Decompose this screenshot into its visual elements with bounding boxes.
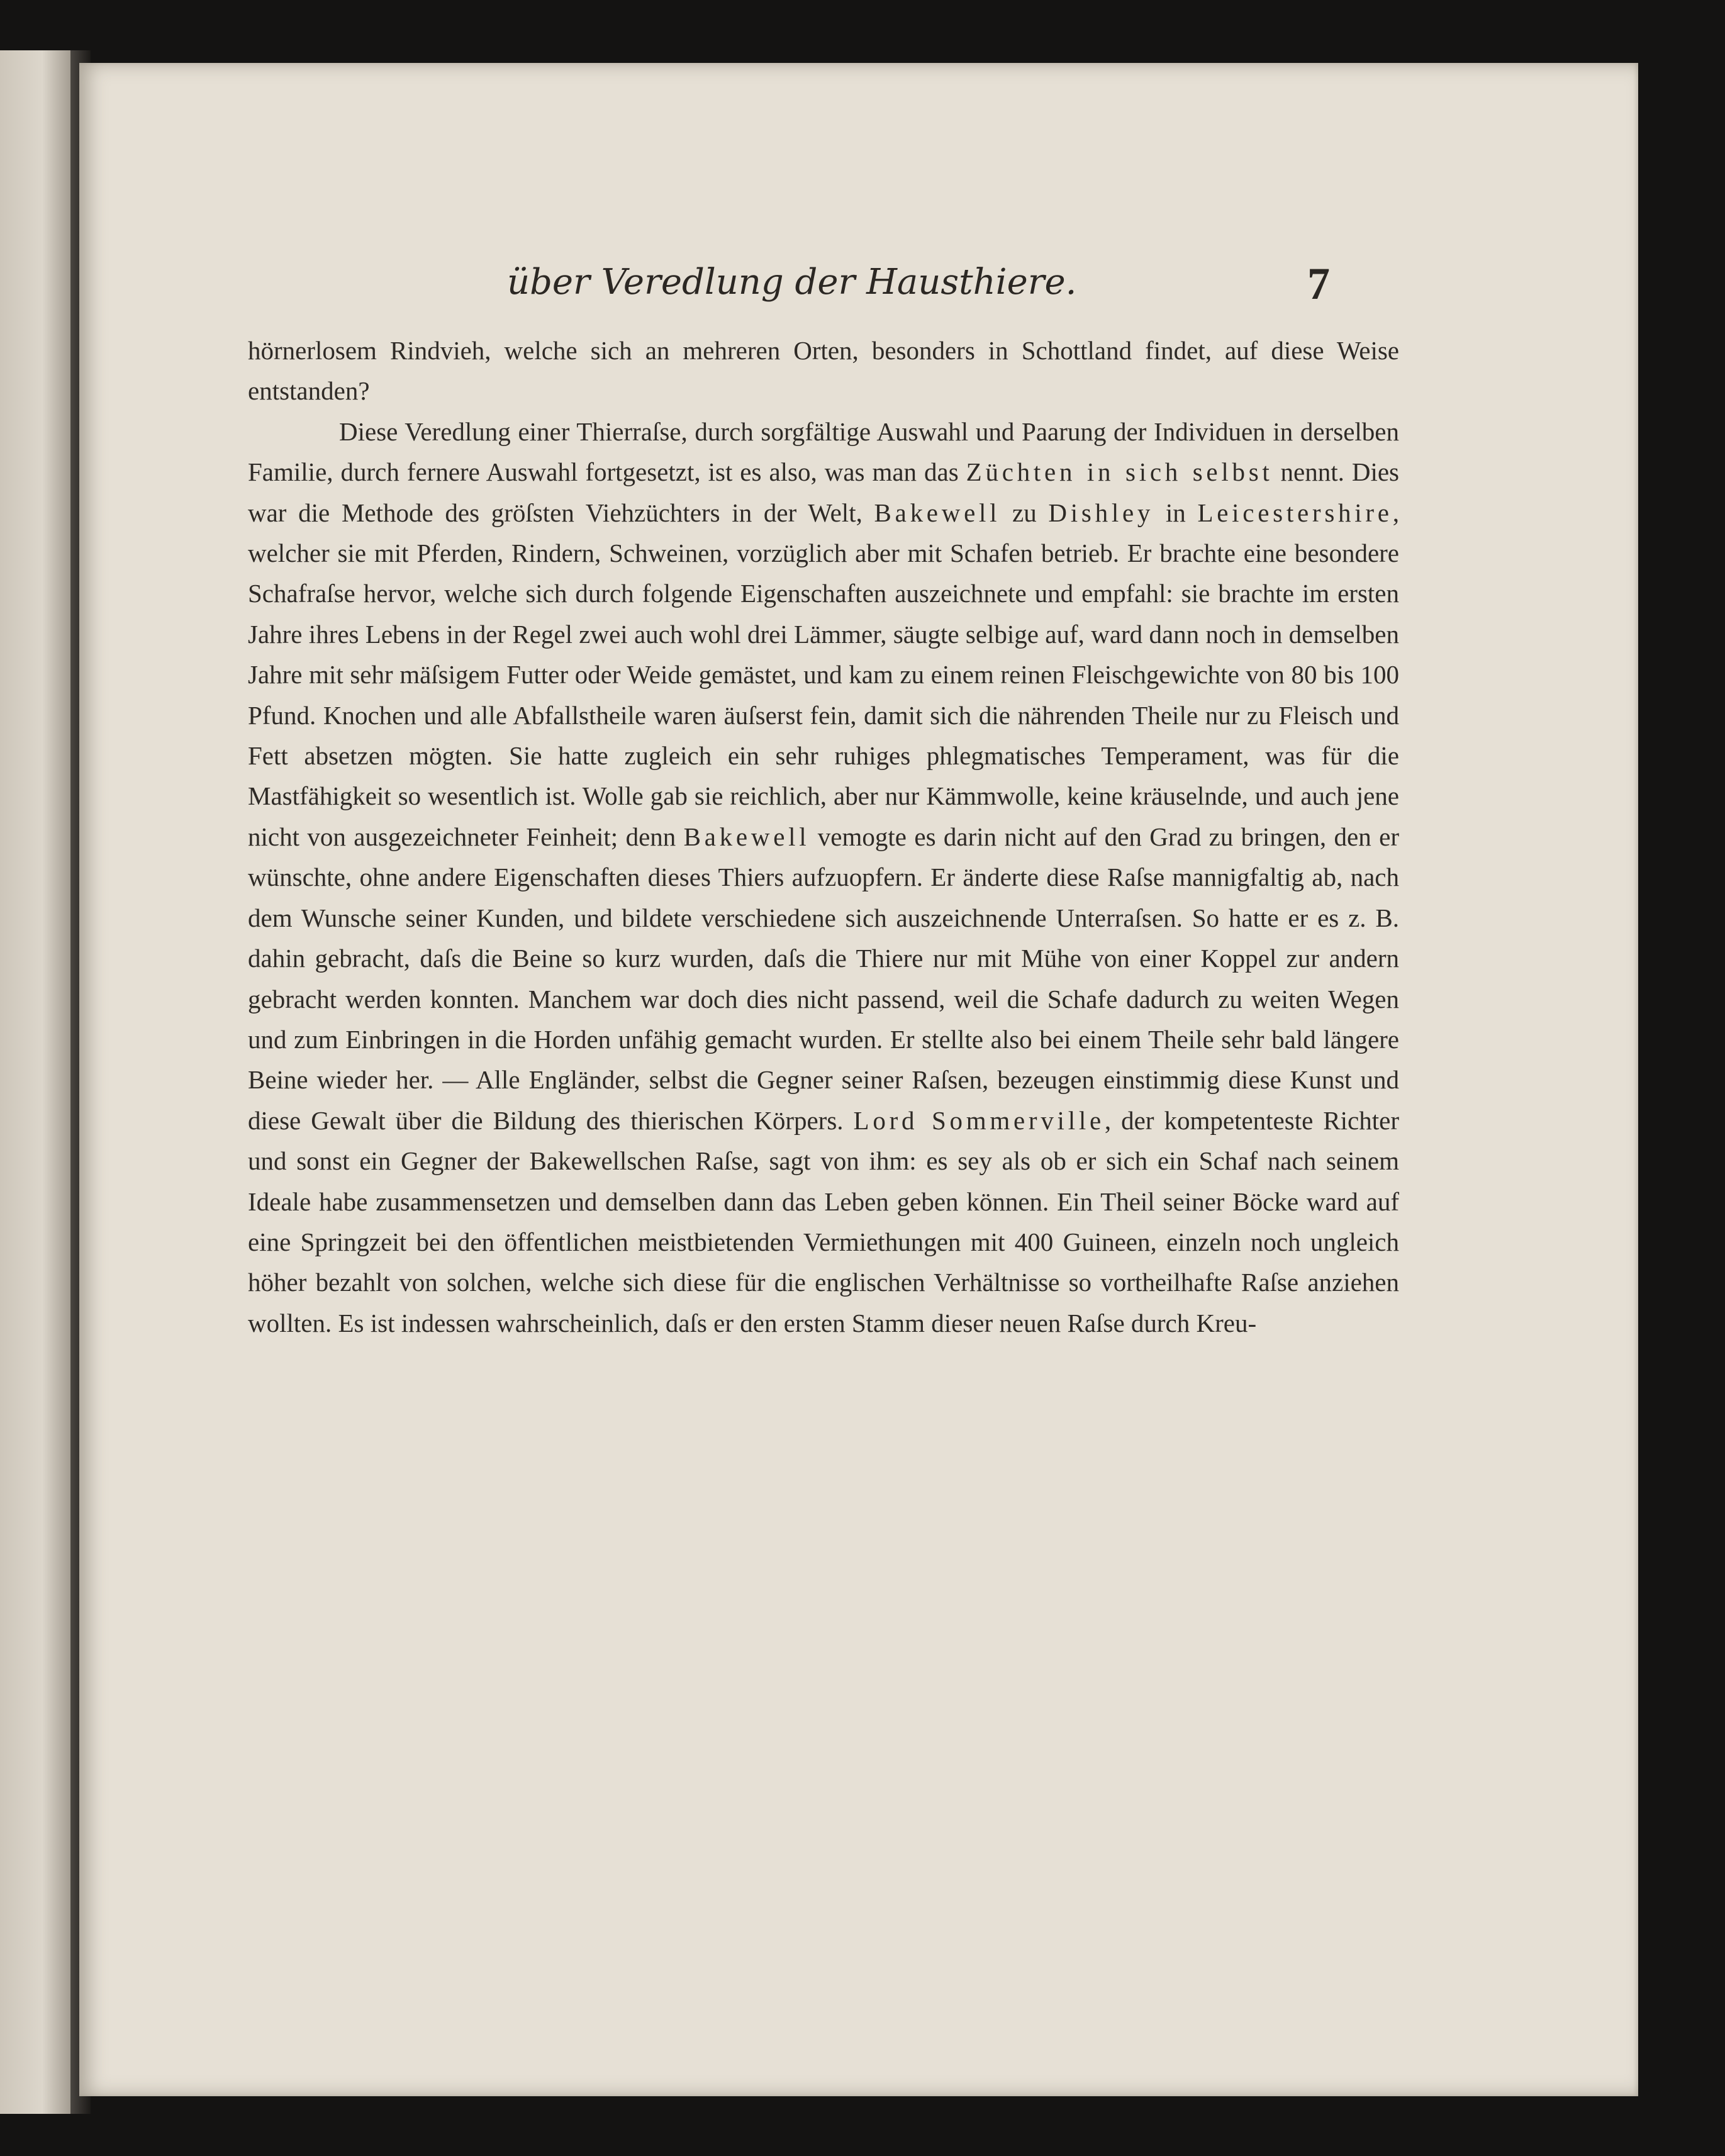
text-run: vemogte es darin nicht auf den Grad zu bringen, den er wünschte, ohne andere Eigenschaften dieses Thiers aufzuopfern. Er änderte diese Raſse mannigfaltig ab, nach dem Wunsche seiner Kunden, und bildete verschiedene sich auszeichnende Unterraſsen. So hatte er es z. B. dahin gebracht, daſs die Beine so kurz wurden, daſs die Thiere nur mit Mühe von einer Koppel zur andern gebracht werden konnten. Manchem war doch dies nicht passend, weil die Schafe dadurch zu weiten Wegen und zum Einbringen in die Horden unfähig gemacht wurden. Er stellte also bei einem Theile sehr bald längere Beine wieder her. — Alle Engländer, selbst die Gegner seiner Raſsen, bezeugen einstimmig diese Kunst und diese Gewalt über die Bildung des thierischen Körpers. [248,822,1399,1135]
text-run: , der kompetenteste Richter und sonst ein Gegner der Bakewellschen Raſse, sagt von ihm: es sey als ob er sich ein Schaf nach seinem Ideale habe zusammensetzen und demselben dann das Leben geben können. Ein Theil seiner Böcke ward auf eine Springzeit bei den öffentlichen meistbietenden Vermiethungen mit 400 Guineen, einzeln noch ungleich höher bezahlt von solchen, welche sich diese für die englischen Verhältnisse so vortheilhafte Raſse anziehen wollten. Es ist indessen wahrscheinlich, daſs er den ersten Stamm dieser neuen Raſse durch Kreu- [248,1105,1399,1338]
facing-page-edge [0,50,70,2114]
paragraph-2 [248,411,1399,1343]
paragraph-1: hörnerlosem Rindvieh, welche sich an mehreren Orten, besonders in Schottland findet, auf diese Weise entstanden? [248,336,1399,406]
running-head-title: über Veredlung der Hausthiere. [507,262,1077,303]
book-page [79,63,1638,2096]
running-head [79,252,1638,321]
person-name: Bakewell [683,822,810,851]
text-run: Diese Veredlung einer Thierraſse, durch sorgfältige Auswahl und Paarung der Individuen in derselben Familie, durch fernere Auswahl fortgesetzt, ist es also, was man das [248,416,1399,487]
page-number: 7 [1307,259,1330,309]
place-name: Dishley [1048,498,1154,527]
text-run: , welcher sie mit Pferden, Rindern, Schweinen, vorzüglich aber mit Schafen betrieb. Er brachte eine besondere Schafraſse hervor, welche sich durch folgende Eigenschaften auszeichnete und empfahl: sie brachte im ersten Jahre ihres Lebens in der Regel zwei auch wohl drei Lämmer, säugte selbige auf, ward dann noch in demselben Jahre mit sehr mäſsigem Futter oder Weide gemästet, und kam zu einem reinen Fleischgewichte von 80 bis 100 Pfund. Knochen und alle Abfallstheile waren äuſserst fein, damit sich die nährenden Theile nur zu Fleisch und Fett absetzen mögten. Sie hatte zugleich ein sehr ruhiges phlegmatisches Temperament, was für die Mastfähigkeit so wesentlich ist. Wolle gab sie reichlich, aber nur Kämmwolle, keine kräuselnde, und auch jene nicht von ausgezeichneter Feinheit; denn [248,498,1399,851]
text-run: nennt. Dies war die Methode des gröſsten Viehzüchters in der Welt, [248,457,1400,527]
emphasis-term: Züchten in sich selbst [966,457,1273,487]
person-name: Lord Sommerville [853,1105,1105,1135]
text-run: zu [1000,498,1049,527]
place-name: Leicestershire [1197,498,1393,527]
page-body [248,330,1399,1343]
text-run: in [1154,498,1198,527]
person-name: Bakewell [874,498,1001,527]
